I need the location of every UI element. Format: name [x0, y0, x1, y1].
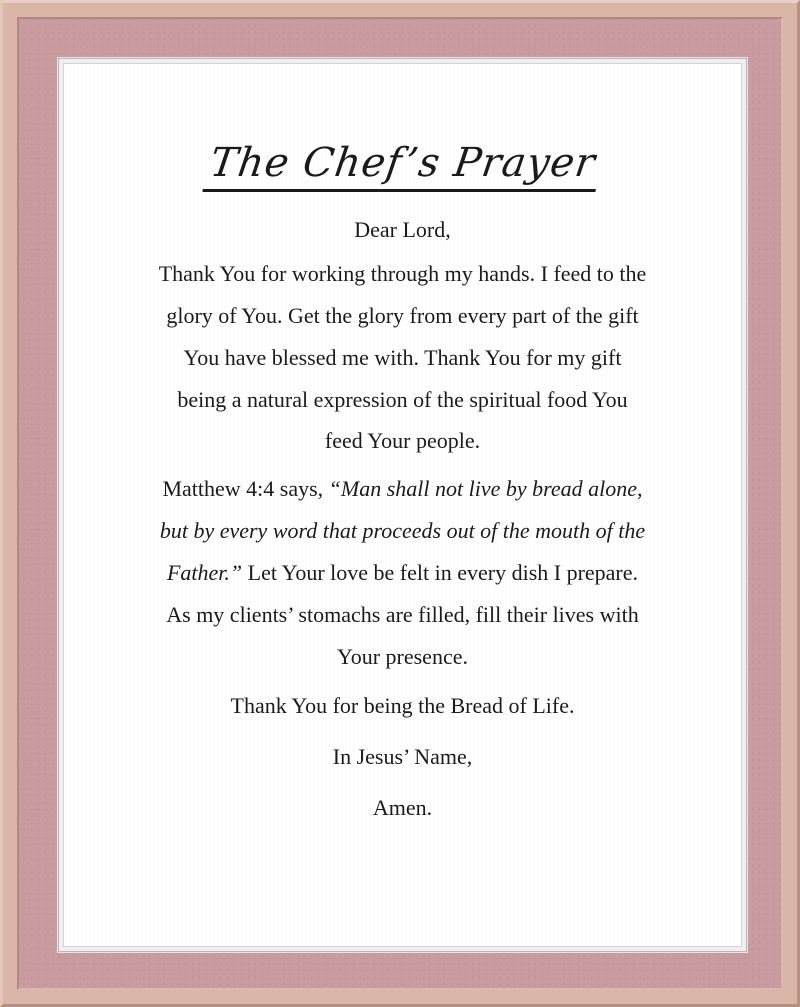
paper-sheet — [58, 58, 747, 952]
paragraph-line: You have blessed me with. Thank You for my gift — [183, 345, 622, 370]
scripture-quote: “Man shall not live by bread alone, — [328, 476, 643, 501]
scripture-line — [64, 476, 741, 502]
amen-line: Amen. — [372, 795, 433, 820]
thanks-line: Thank You for being the Bread of Life. — [230, 693, 575, 718]
page-title: The Chef’s Prayer — [202, 141, 602, 192]
closing-line: In Jesus’ Name, — [332, 744, 473, 769]
scripture-line — [64, 560, 741, 586]
paragraph-line: As my clients’ stomachs are filled, fill their lives with — [166, 602, 639, 627]
salutation: Dear Lord, — [354, 217, 451, 242]
paragraph-line: glory of You. Get the glory from every part of the gift — [166, 303, 639, 328]
paragraph-line: Your presence. — [337, 644, 468, 669]
paragraph-line: being a natural expression of the spiritual food You — [177, 387, 628, 412]
scripture-reference: Matthew 4:4 says, — [162, 476, 329, 501]
paragraph-line: Thank You for working through my hands. I feed to the — [158, 261, 647, 286]
paper-surface — [63, 63, 742, 947]
paragraph-line: feed Your people. — [324, 428, 481, 453]
scripture-quote: Father.” — [166, 560, 243, 585]
paragraph-text: Let Your love be felt in every dish I prepare. — [242, 560, 639, 585]
title-block — [64, 141, 741, 192]
scripture-quote: but by every word that proceeds out of the mouth of the — [159, 518, 646, 543]
